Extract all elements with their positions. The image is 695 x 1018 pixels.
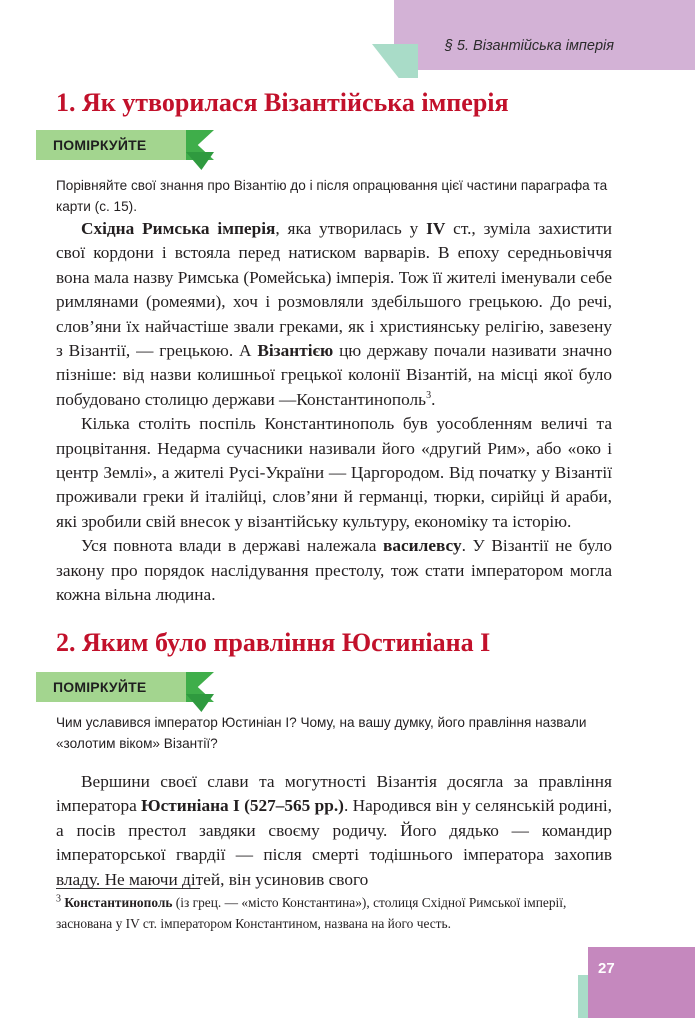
text-run: ст., зуміла захистити свої кордони і встояла перед натиском варварів. В епоху середньовіччя вона мала назву Римська (Ромейська) імперія. Тож її жителі іменували себе римлянами (ромеями), хоч і розмовляли здебільшого грецькою. До речі, слов’яни їх найчастіше звали греками, як і християнську релігію, завезену з Візантії, — грецькою. А: [56, 219, 612, 361]
term-reign-years: (527–565 рр.): [239, 796, 344, 816]
section-1-question: Порівняйте свої знання про Візантію до і після опрацювання цієї частини параграфа та карти (с. 15).: [56, 178, 608, 214]
term-justinian: Юстиніана І: [141, 796, 240, 816]
footnote-mark: 3: [56, 893, 61, 905]
section-1-body: [56, 217, 612, 608]
think-banner-fold: [186, 694, 214, 712]
term-byzantium: Візантією: [257, 341, 334, 361]
term-century: IV: [426, 219, 446, 238]
footnote-term: Константинополь: [64, 895, 173, 910]
section-2-body: [56, 770, 612, 892]
text-run: .: [431, 389, 436, 409]
page-number: 27: [598, 960, 615, 977]
page-number-box: [588, 947, 695, 1018]
term-basileus: василевсу: [383, 536, 462, 556]
footnote-ref: 3: [426, 390, 432, 402]
section-2-title: 2. Яким було правління Юстиніана І: [56, 628, 491, 657]
think-label: ПОМІРКУЙТЕ: [53, 137, 147, 153]
footnote-rule: [56, 888, 200, 889]
footnote: [56, 892, 616, 934]
header-tab: [394, 0, 695, 70]
paragraph: [56, 217, 612, 412]
paragraph: [56, 770, 612, 892]
think-banner-1: [36, 130, 214, 160]
paragraph: [56, 534, 612, 607]
text-run: Вершини своєї слави та могутності Візантія досягла за правління імператора: [56, 772, 612, 816]
text-run: . Народився він у селянській родині, а посів престол завдяки своєму родичу. Його дядько — командир імператорської гвардії — після смерті тодішнього імператора захопив владу. Не маючи дітей, він усиновив свого: [56, 796, 612, 889]
text-run: , яка утворилась у: [275, 219, 427, 238]
term-east-roman-empire: Східна Римська імперія: [81, 219, 276, 238]
footnote-text: (із грец. — «місто Константина»), столиця Східної Римської імперії, заснована у IV ст. імператором Константином, названа на його честь.: [56, 895, 567, 931]
paragraph: Кілька століть поспіль Константинополь був уособленням величі та процвітання. Недарма сучасники називали його «другий Рим», або «око і центр Землі», а жителі Русі-України — Царгородом. Від початку у Візантії проживали греки й італійці, слов’яни й германці, тюрки, сирійці й араби, які зробили свій внесок у візантійську культуру, економіку та історію.: [56, 414, 612, 531]
text-run: Уся повнота влади в державі належала: [81, 536, 384, 556]
text-run: . У Візантії не було закону про порядок наслідування престолу, тож стати імператором могла кожна вільна людина.: [56, 536, 612, 605]
think-banner-fold: [186, 152, 214, 170]
section-2-question: Чим уславився імператор Юстиніан І? Чому, на вашу думку, його правління назвали «золотим віком» Візантії?: [56, 715, 587, 751]
running-title: § 5. Візантійська імперія: [444, 38, 614, 54]
section-1-title: 1. Як утворилася Візантійська імперія: [56, 88, 509, 117]
page-number-accent: [578, 975, 588, 1018]
text-run: цю державу почали називати значно пізніше: від назви колишньої грецької колонії Візантій, на місці якої було побудовано столицю держави —Константинополь: [56, 341, 612, 409]
think-label: ПОМІРКУЙТЕ: [53, 679, 147, 695]
think-banner-2: [36, 672, 214, 702]
